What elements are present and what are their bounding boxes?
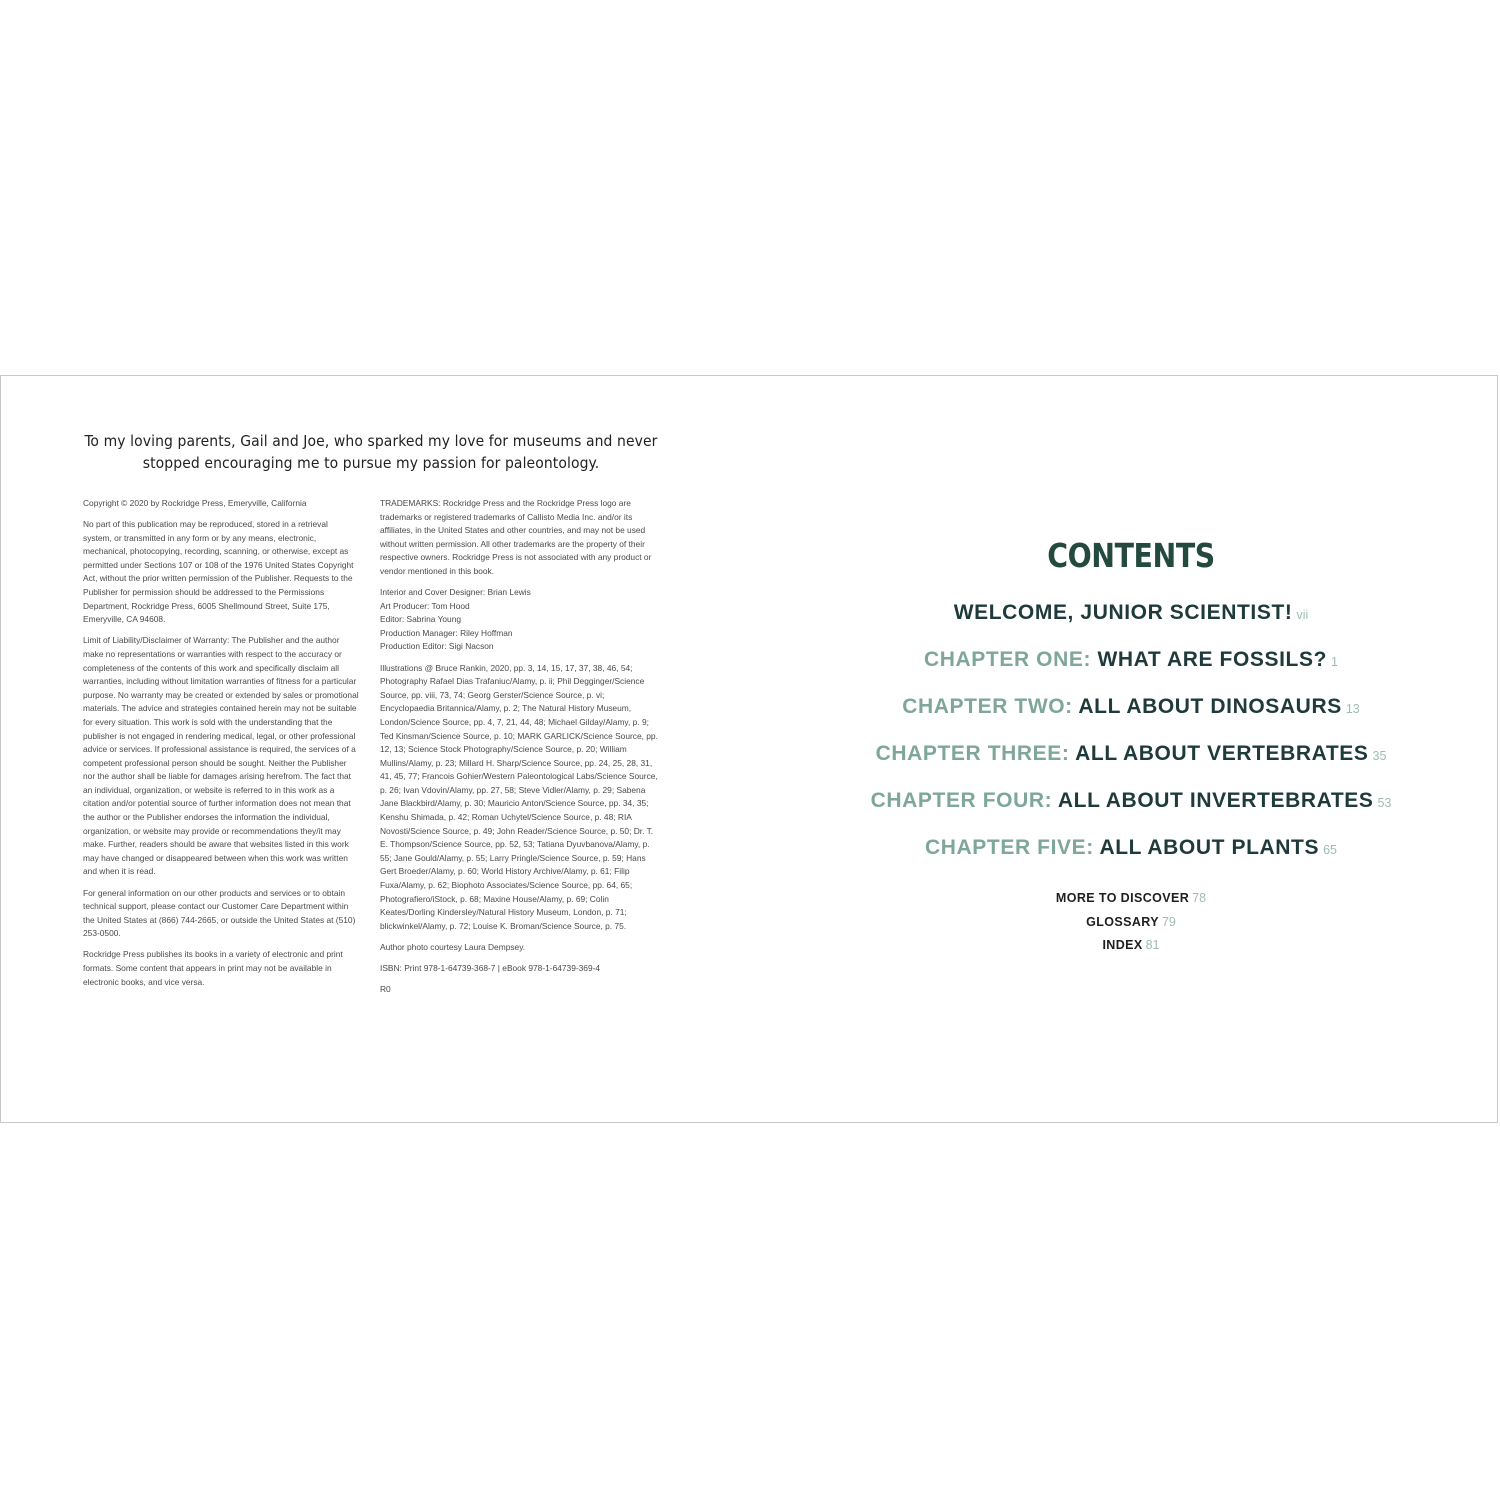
toc-entry-title: WHAT ARE FOSSILS? [1097,648,1328,671]
toc-entry-lead: CHAPTER ONE: [924,648,1092,671]
toc-entry-title: INDEX [1102,938,1143,952]
toc-entry-page: 1 [1331,655,1338,669]
toc-entry-index [931,935,1331,959]
printing-code: R0 [380,984,391,995]
copyright-column-left [83,497,359,997]
table-of-contents [801,598,1461,880]
author-photo-credit: Author photo courtesy Laura Dempsey. [380,941,526,952]
toc-entry-page: 79 [1161,914,1176,929]
credit-art-producer: Art Producer: Tom Hood [380,600,470,611]
trademarks-notice: TRADEMARKS: Rockridge Press and the Rockridge Press logo are trademarks or registered trademarks of Callisto Media Inc. and/or its affiliates, in the United States and other countries, and may not be used without written permission. All other trademarks are the property of their respective owners. Rockridge Press is not associated with any product or vendor mentioned in this book. [380,498,652,576]
toc-entry-title: GLOSSARY [1086,914,1159,929]
toc-entry-title: ALL ABOUT INVERTEBRATES [1057,789,1374,812]
credit-editor: Editor: Sabrina Young [380,614,462,625]
toc-entry-glossary [931,912,1331,936]
toc-entry-page: 53 [1377,796,1392,810]
customer-care-notice: For general information on our other products and services or to obtain technical support, please contact our Customer Care Department within the United States at (866) 744-2665, or outside the United States at (510) 253-0500. [83,887,356,939]
toc-entry-more-to-discover [931,888,1331,912]
credit-production-manager: Production Manager: Riley Hoffman [380,627,513,638]
toc-entry-lead: CHAPTER FOUR: [870,789,1053,812]
toc-entry-title: ALL ABOUT DINOSAURS [1078,695,1342,718]
formats-notice: Rockridge Press publishes its books in a variety of electronic and print formats. Some content that appears in print may not be available in electronic books, and vice versa. [83,949,343,987]
toc-entry-chapter-three [801,739,1461,786]
toc-entry-lead: CHAPTER TWO: [902,695,1073,718]
dedication: To my loving parents, Gail and Joe, who sparked my love for museums and never stopped encouraging me to pursue my passion for paleontology. [84,432,658,472]
toc-entry-page: 35 [1372,749,1387,763]
toc-entry-page: 78 [1192,891,1207,905]
illustration-credits: Illustrations @ Bruce Rankin, 2020, pp. 3, 14, 15, 17, 37, 38, 46, 54; Photography Rafael Dias Trafaniuc/Alamy, p. ii; Phil Degginger/Science Source, pp. viii, 73, 74; Georg Gerster/Science Source, p. vi; Encyclopaedia Britannica/Alamy, p. 2; The Natural History Museum, London/Science Source, pp. 4, 7, 21, 44, 48; Michael Gilday/Alamy, p. 9; Ted Kinsman/Science Source, p. 10; MARK GARLICK/Science Source, pp. 12, 13; Science Stock Photography/Science Source, p. 20; William Mullins/Alamy, p. 23; Millard H. Sharp/Science Source, pp. 24, 25, 28, 31, 41, 45, 77; Francois Gohier/Western Paleontological Labs/Science Source, p. 26; Ivan Vdovin/Alamy, pp. 27, 58; Steve Vidler/Alamy, p. 29; Sabena Jane Blackbird/Alamy, p. 30; Mauricio Anton/Science Source, pp. 34, 35; Kenshu Shimada, p. 42; Roman Uchytel/Science Source, p. 48; RIA Novosti/Science Source, p. 49; John Reader/Science Source, p. 50; Dr. T. E. Thompson/Science Source, pp. 52, 53; Tatiana Dyuvbanova/Alamy, p. 55; Jane Gould/Alamy, p. 55; Larry Pringle/Science Source, p. 59; Hans Gert Broeder/Alamy, p. 60; World History Archive/Alamy, p. 61; Filip Fuxa/Alamy, p. 62; Biophoto Associates/Science Source, pp. 64, 65; Photografiero/iStock, p. 68; Maxine House/Alamy, p. 69; Colin Keates/Dorling Kindersley/Natural History Museum, London, p. 71; blickwinkel/Alamy, p. 72; Louise K. Broman/Science Source, p. 75. [380,662,658,931]
toc-entry-chapter-five [801,833,1461,880]
contents-heading: CONTENTS [1047,536,1215,575]
toc-entry-title: ALL ABOUT VERTEBRATES [1075,742,1369,765]
toc-entry-chapter-two [801,692,1461,739]
toc-entry-chapter-one [801,645,1461,692]
isbn-line: ISBN: Print 978-1-64739-368-7 | eBook 978-1-64739-369-4 [380,963,601,973]
copyright-line: Copyright © 2020 by Rockridge Press, Emeryville, California [83,498,307,508]
toc-entry-chapter-four [801,786,1461,833]
copyright-column-right [380,497,660,1004]
reproduction-notice: No part of this publication may be reproduced, stored in a retrieval system, or transmitted in any form or by any means, electronic, mechanical, photocopying, recording, scanning, or otherwise, except as permitted under Sections 107 or 108 of the 1976 United States Copyright Act, without the prior written permission of the Publisher. Requests to the Publisher for permission should be addressed to the Permissions Department, Rockridge Press, 6005 Shellmound Street, Suite 175, Emeryville, CA 94608. [83,519,354,625]
book-spread [0,375,1498,1123]
toc-entry-page: vii [1296,608,1309,622]
credit-production-editor: Production Editor: Sigi Nacson [380,641,494,652]
toc-entry-welcome [801,598,1461,645]
toc-entry-title: ALL ABOUT PLANTS [1099,836,1320,859]
toc-entry-page: 81 [1145,938,1160,952]
toc-entry-title: MORE TO DISCOVER [1055,891,1190,905]
toc-entry-lead: CHAPTER THREE: [875,742,1070,765]
toc-entry-page: 65 [1323,843,1337,857]
credit-designer: Interior and Cover Designer: Brian Lewis [380,587,531,598]
toc-entry-lead: CHAPTER FIVE: [925,836,1094,859]
liability-disclaimer: Limit of Liability/Disclaimer of Warranty: The Publisher and the author make no representations or warranties with respect to the accuracy or completeness of the contents of this work and specifically disclaim all warranties, including without limitation warranties of fitness for a particular purpose. No warranty may be created or extended by sales or promotional materials. The advice and strategies contained herein may not be suitable for every situation. This work is sold with the understanding that the publisher is not engaged in rendering medical, legal, or other professional advice or services. If professional assistance is required, the services of a competent professional person should be sought. Neither the Publisher nor the author shall be liable for damages arising herefrom. The fact that an individual, organization, or website is referred to in this work as a citation and/or potential source of further information does not mean that the author or the Publisher endorses the information the individual, organization, or website may provide or recommendations they/it may make. Further, readers should be aware that websites listed in this work may have changed or disappeared between when this work was written and when it is read. [83,635,359,877]
toc-entry-page: 13 [1345,702,1360,716]
back-matter-list [931,888,1331,959]
toc-entry-title: WELCOME, JUNIOR SCIENTIST! [953,601,1293,624]
